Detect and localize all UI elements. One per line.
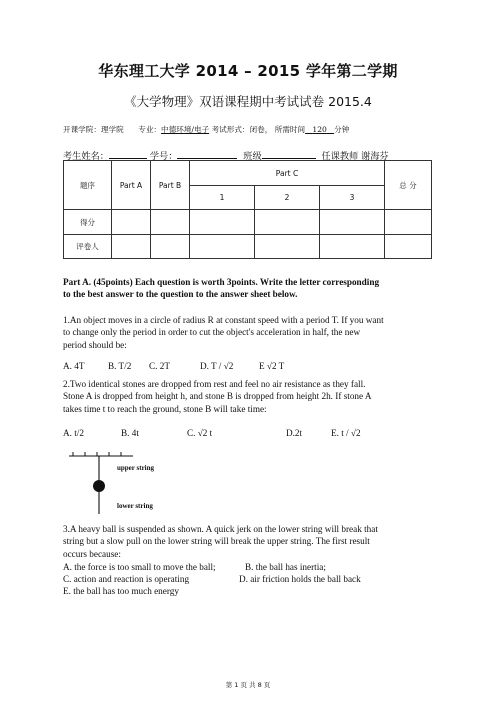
lower-string-label: lower string xyxy=(117,502,153,510)
exam-form-label: 考试形式： xyxy=(211,125,250,134)
grader-cell[interactable] xyxy=(320,235,385,259)
exam-form-value: 闭卷， xyxy=(249,125,273,134)
q1-option-b: B. T/2 xyxy=(108,361,132,371)
score-table xyxy=(63,160,432,259)
header-part-c-3: 3 xyxy=(320,186,385,210)
class-label: 班级 xyxy=(243,151,262,162)
header-part-c: Part C xyxy=(190,161,385,186)
page-number: 第 1 页 共 8 页 xyxy=(225,681,271,689)
teacher-name: 谢海芬 xyxy=(361,151,389,162)
grader-cell[interactable] xyxy=(151,235,190,259)
q3-option-d: D. air friction holds the ball back xyxy=(239,574,361,584)
question-1 xyxy=(63,314,384,351)
q2-option-c: C. √2 t xyxy=(187,428,213,438)
q1-option-a: A. 4T xyxy=(63,361,85,371)
q2-option-b: B. 4t xyxy=(121,428,139,438)
upper-string-label: upper string xyxy=(117,464,155,472)
score-cell[interactable] xyxy=(385,210,432,235)
question-2-line: 2.Two identical stones are dropped from rest and feel no air resistance as they fall. xyxy=(63,379,366,389)
q2-option-a: A. t/2 xyxy=(63,428,84,438)
grader-cell[interactable] xyxy=(255,235,320,259)
id-label: 学号： xyxy=(149,151,178,162)
q3-option-c: C. action and reaction is operating xyxy=(63,574,190,584)
question-2-line: takes time t to reach the ground, stone B will take time: xyxy=(63,403,267,414)
name-field[interactable] xyxy=(109,149,147,159)
header-part-c-2: 2 xyxy=(255,186,320,210)
header-item: 题序 xyxy=(64,161,112,210)
score-cell[interactable] xyxy=(320,210,385,235)
q1-option-d: D. T / √2 xyxy=(200,361,234,371)
name-label: 考生姓名： xyxy=(63,151,109,162)
header-part-c-1: 1 xyxy=(190,186,255,210)
q3-option-e: E. the ball has too much energy xyxy=(63,586,179,596)
grader-cell[interactable] xyxy=(112,235,151,259)
college-value: 理学院 xyxy=(100,125,124,134)
exam-meta xyxy=(63,124,349,135)
score-cell[interactable] xyxy=(151,210,190,235)
q1-option-e: E √2 T xyxy=(259,361,285,371)
score-cell[interactable] xyxy=(255,210,320,235)
header-part-a: Part A xyxy=(112,161,151,210)
question-3-line: 3.A heavy ball is suspended as shown. A quick jerk on the lower string will break that xyxy=(63,524,378,534)
teacher-label: 任课教师 xyxy=(321,151,359,162)
question-3-line: string but a slow pull on the lower string will break the upper string. The first result xyxy=(63,536,370,547)
score-cell[interactable] xyxy=(190,210,255,235)
college-label: 开课学院： xyxy=(63,125,101,134)
score-cell[interactable] xyxy=(112,210,151,235)
question-1-line: 1.An object moves in a circle of radius R at constant speed with a period T. If you want xyxy=(63,315,384,325)
major-value: 中德环境/电子 xyxy=(161,125,210,134)
q2-option-d: D.2t xyxy=(286,428,303,438)
grader-cell[interactable] xyxy=(190,235,255,259)
q3-option-b: B. the ball has inertia; xyxy=(245,562,326,572)
question-2-options xyxy=(63,427,443,440)
header-part-b: Part B xyxy=(151,161,190,210)
question-1-line: period should be: xyxy=(63,339,127,350)
question-3 xyxy=(63,523,378,560)
exam-subtitle: 《大学物理》双语课程期中考试试卷 2015.4 xyxy=(124,94,372,109)
q1-option-c: C. 2T xyxy=(149,361,170,371)
question-3-options xyxy=(63,561,443,599)
question-1-options xyxy=(63,360,443,373)
q3-option-a: A. the force is too small to move the ball; xyxy=(63,562,216,572)
q2-option-e: E. t / √2 xyxy=(331,428,361,438)
question-3-line: occurs because: xyxy=(63,548,121,559)
question-2 xyxy=(63,378,372,415)
row-score-label: 得分 xyxy=(64,210,112,235)
time-value: 120 xyxy=(312,125,327,134)
header-total: 总 分 xyxy=(385,161,432,210)
grader-cell[interactable] xyxy=(385,235,432,259)
student-id-field[interactable] xyxy=(177,149,237,159)
row-grader-label: 评卷人 xyxy=(64,235,112,259)
exam-title: 华东理工大学 2014 – 2015 学年第二学期 xyxy=(98,62,398,80)
class-field[interactable] xyxy=(262,149,316,159)
part-a-intro: Part A. (45points) Each question is worth 3points. Write the letter corresponding to the best answer to the question to the answer sheet below. xyxy=(63,277,380,300)
major-label: 专业： xyxy=(138,125,162,134)
time-unit: 分钟 xyxy=(334,125,350,134)
question-1-line: to change only the period in order to cut the object's acceleration in half, the new xyxy=(63,327,361,338)
time-label: 所需时间 xyxy=(274,125,306,134)
question-2-line: Stone A is dropped from height h, and stone B is dropped from height 2h. If stone A xyxy=(63,391,372,402)
